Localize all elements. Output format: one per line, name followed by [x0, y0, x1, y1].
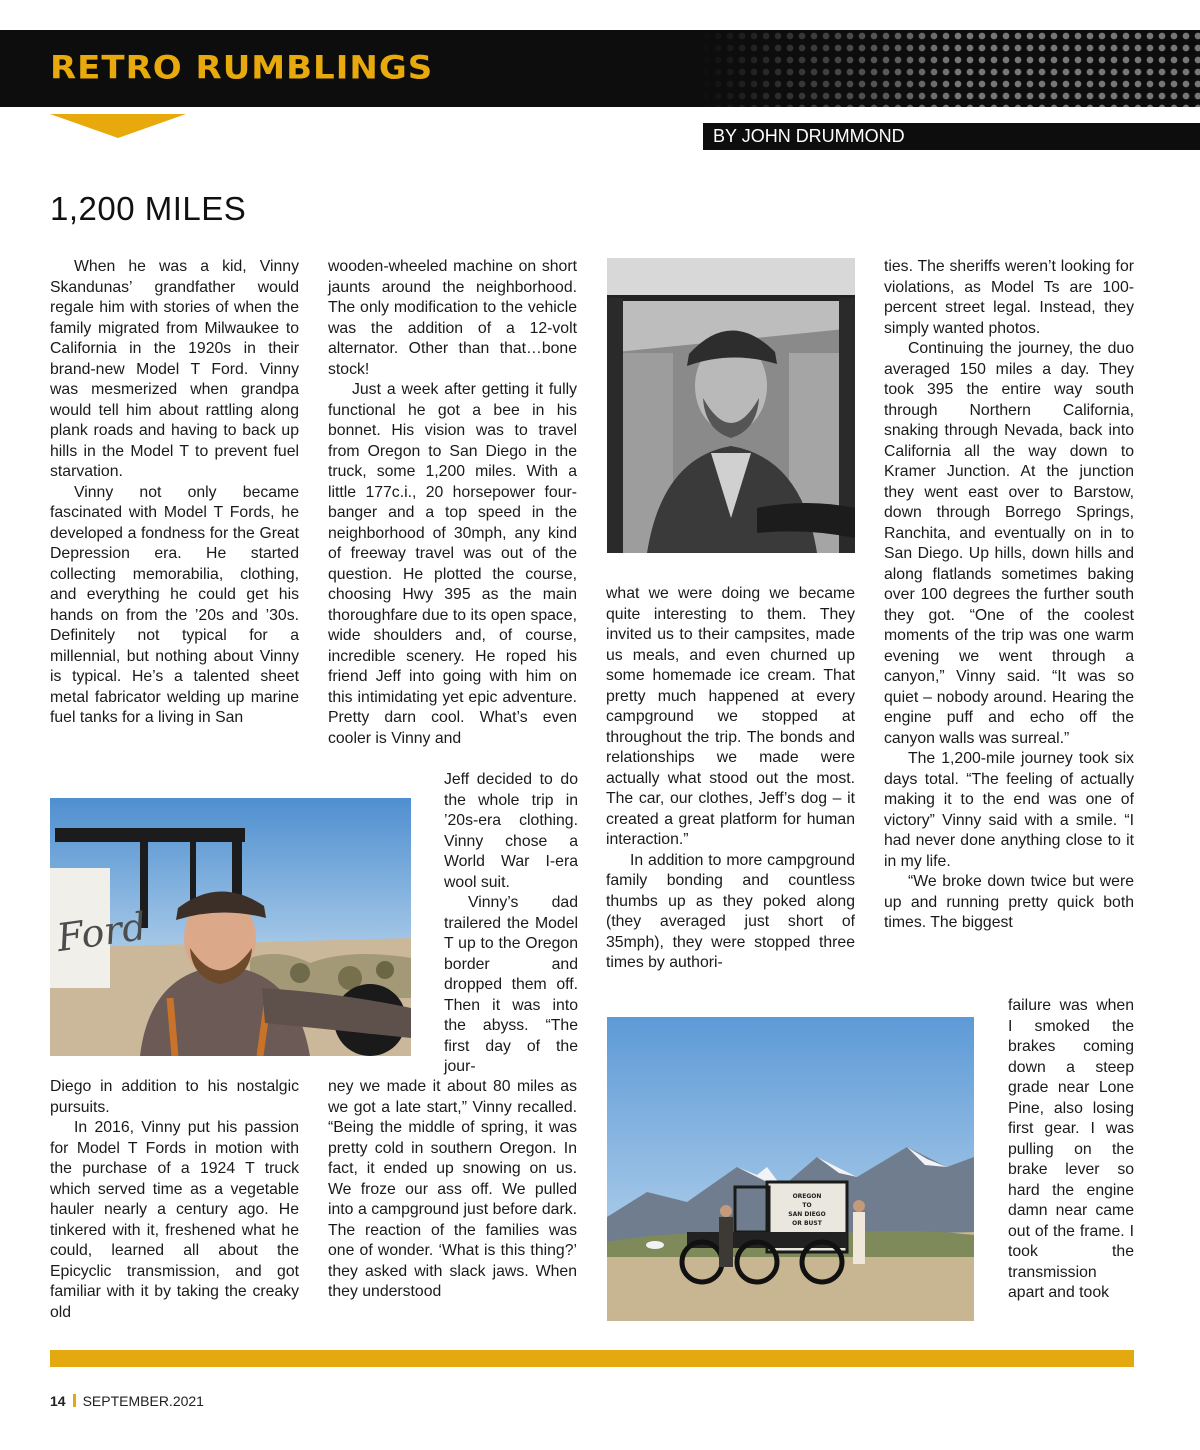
- article-column-2-continued: [328, 1077, 577, 1303]
- paragraph: When he was a kid, Vinny Skandunas’ grandfather would regale him with stories of when the family migrated from Milwaukee to California in the 1920s in their brand-new Model T Ford. Vinny was mesmerized when grandpa would tell him about rattling along plank roads and having to back up hills in the Model T to prevent fuel starvation.: [50, 258, 299, 480]
- paragraph: “We broke down twice but were up and running pretty quick both times. The biggest: [884, 873, 1134, 931]
- paragraph: The 1,200-mile journey took six days total. “The feeling of actually making it to the end was one of victory” Vinny said with a smile. “I had never done anything close to it in my life.: [884, 750, 1134, 870]
- paragraph: Continuing the journey, the duo averaged 150 miles a day. They took 395 the entire way south through Northern California, snaking through Nevada, back into California all the way down to Kramer Junction. At the junction they went east over to Barstow, down through Borrego Springs, Ranchita, and eventually on in to San Diego. Up hills, down hills and along flatlands sometimes baking over 100 degrees the further south they got. “One of the coolest moments of the trip was one warm evening we went through a canyon,” Vinny said. “It was so quiet – nobody around. Hearing the engine puff and echo off the canyon walls was surreal.”: [884, 340, 1134, 747]
- sign-line-4: OR BUST: [792, 1220, 822, 1227]
- page-folio: [50, 1393, 204, 1409]
- paragraph: ties. The sheriffs weren’t looking for violations, as Model Ts are 100-percent street legal. Instead, they simply wanted photos.: [884, 258, 1134, 337]
- sign-line-2: TO: [802, 1202, 812, 1209]
- paragraph: Diego in addition to his nostalgic pursuits.: [50, 1078, 299, 1116]
- paragraph: Vinny not only became fascinated with Model T Fords, he developed a fondness for the Great Depression era. He started collecting memorabilia, clothing, and everything he could get his hands on from the ’20s and ’30s. Definitely not typical for a millennial, but nothing about Vinny is typical. He’s a talented sheet metal fabricator welding up marine fuel tanks for a living in San: [50, 483, 299, 726]
- article-headline: 1,200 MILES: [50, 190, 247, 227]
- paragraph: Just a week after getting it fully functional he got a bee in his bonnet. His vision was to travel from Oregon to San Diego in the truck, some 1,200 miles. With a little 177c.i., 20 horsepower four-banger and a top speed in the neighborhood of 30mph, any kind of freeway travel was out of the question. He plotted the course, choosing Hwy 395 as the main thoroughfare due to its open space, wide shoulders and, of course, incredible scenery. He roped his friend Jeff into going with him on this intimidating yet epic adventure. Pretty darn cool. What’s even cooler is Vinny and: [328, 381, 577, 747]
- paragraph: In 2016, Vinny put his passion for Model T Fords in motion with the purchase of a 1924 T truck which served time as a vegetable hauler nearly a century ago. He tinkered with it, freshened what he could, learned all about the Epicyclic transmission, and got familiar with it by taking the creaky old: [50, 1119, 299, 1321]
- paragraph: Vinny’s dad trailered the Model T up to the Oregon border and dropped them off. Then it was into the abyss. “The first day of the jour-: [444, 894, 578, 1075]
- article-column-4-wrap: [1008, 996, 1134, 1304]
- paragraph: Jeff decided to do the whole trip in ’20s-era clothing. Vinny chose a World War I-era wool suit.: [444, 771, 578, 891]
- article-column-2: [328, 257, 577, 749]
- article-column-1-continued: [50, 1077, 299, 1323]
- article-column-3: [606, 584, 855, 974]
- article-column-2-wrap: [444, 770, 578, 1078]
- photo-mountain-truck: [607, 1017, 974, 1321]
- paragraph: wooden-wheeled machine on short jaunts around the neighborhood. The only modification to the vehicle was the addition of a 12-volt alternator. Other than that…bone stock!: [328, 258, 577, 378]
- byline: BY JOHN DRUMMOND: [703, 123, 1200, 150]
- paragraph: ney we made it about 80 miles as we got a late start,” Vinny recalled. “Being the middle of spring, it was pretty cold in southern Oregon. In fact, it ended up snowing on us. We froze our ass off. We pulled into a campground just before dark. The reaction of the families was one of wonder. ‘What is this thing?’ they asked with slack jaws. When they understood: [328, 1078, 577, 1300]
- paragraph: In addition to more campground family bonding and countless thumbs up as they poked along (they averaged just short of 35mph), they were stopped three times by authori-: [606, 851, 855, 971]
- article-column-4: [884, 257, 1134, 934]
- paragraph: failure was when I smoked the brakes coming down a steep grade near Lone Pine, also losing first gear. I was pulling on the brake lever so hard the engine damn near came out of the frame. I took the transmission apart and took: [1008, 997, 1134, 1301]
- photo-selfie-model-t: [50, 798, 411, 1056]
- sign-line-3: SAN DIEGO: [788, 1211, 826, 1218]
- article-column-1: [50, 257, 299, 729]
- ford-logo-text: Ford: [54, 904, 150, 961]
- issue-date: SEPTEMBER.2021: [82, 1393, 204, 1409]
- footer-rule: [50, 1350, 1134, 1367]
- chevron-down-icon: [50, 114, 186, 138]
- sign-line-1: OREGON: [792, 1193, 822, 1200]
- section-title: RETRO RUMBLINGS: [50, 49, 434, 87]
- paragraph: what we were doing we became quite interesting to them. They invited us to their campsites, made us meals, and even churned up some homemade ice cream. That pretty much happened at every campground we stopped at throughout the trip. The bonds and relationships we made were actually what stood out the most. The car, our clothes, Jeff’s dog – it created a great platform for human interaction.”: [606, 585, 855, 848]
- photo-bw-portrait: [607, 258, 855, 553]
- page-number: 14: [50, 1393, 66, 1409]
